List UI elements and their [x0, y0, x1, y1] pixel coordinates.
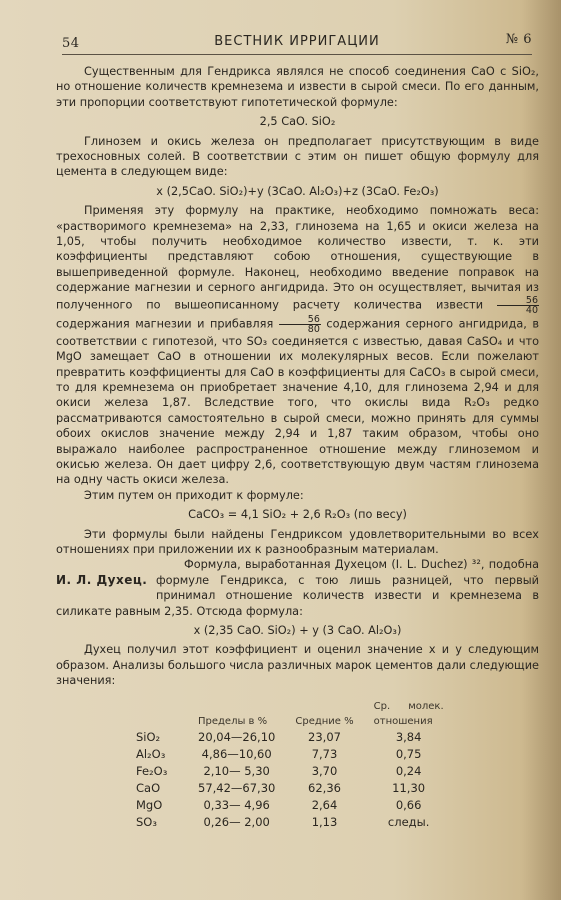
- table-cell: SiO₂: [136, 730, 161, 745]
- table-row: [126, 746, 454, 763]
- table-cell: 23,07: [308, 730, 341, 745]
- table-cell: 7,73: [311, 747, 338, 762]
- table-cell: 3,70: [311, 764, 338, 779]
- fraction: [279, 315, 321, 334]
- table-row: [126, 780, 454, 797]
- paragraph: Глинозем и окись железа он предполагает присутствующим в виде трехосновных солей. В соответствии с этим он пишет общую формулу для цемента в следующем виде:: [56, 134, 539, 179]
- table-header: [126, 699, 188, 730]
- table-cell: 3,84: [395, 730, 422, 745]
- page-header: [62, 32, 532, 54]
- paragraph: Этим путем он приходит к формуле:: [84, 488, 304, 502]
- table-header: Пределы в %: [198, 716, 268, 728]
- table-cell: 20,04—26,10: [198, 730, 276, 745]
- table-cell: 0,75: [395, 747, 422, 762]
- page-number: 54: [62, 36, 80, 51]
- paragraph: Духец получил этот коэффициент и оценил значение x и y следующим образом. Анализы большого числа различных марок цементов дали следующие значения:: [56, 643, 539, 688]
- table-cell: Fe₂O₃: [136, 764, 168, 779]
- table-cell: 11,30: [392, 781, 426, 796]
- table-header: Средние %: [295, 716, 354, 728]
- table-cell: 0,24: [395, 764, 422, 779]
- paragraph-text: Применяя эту формулу на практике, необходимо помножать веса: «растворимого кремнезема» на 2,33, глинозема на 1,65 и окиси железа на 1,05, чтобы получить необходимое количество извести, т. к. эти коэффициенты представляют собою отношения, существующие в вышеприведенной формуле. Наконец, необходимо введение поправок на содержание магнезии и серного ангидрида. Это он осуществляет, вычитая из полученного по вышеописанному расчету количества извести: [56, 204, 539, 312]
- paragraph: Существенным для Гендрикса являлся не способ соединения CaO с SiO₂, но отношение количеств кремнезема и извести в сырой смеси. По его данным, эти пропорции соответствуют гипотетической формуле:: [56, 65, 539, 109]
- formula: x (2,35 CaO. SiO₂) + y (3 CaO. Al₂O₃): [193, 624, 402, 637]
- table-row: [126, 797, 454, 814]
- table-cell: Al₂O₃: [136, 747, 166, 762]
- article-body: [56, 64, 539, 831]
- table-cell: 0,26— 2,00: [203, 815, 270, 830]
- table-cell: SO₃: [136, 815, 157, 830]
- table-cell: 0,33— 4,96: [203, 798, 270, 813]
- side-heading: И. Л. Духец.: [56, 573, 148, 588]
- paragraph-text: содержания магнезии и прибавляя: [56, 317, 274, 331]
- table-row: [126, 729, 454, 746]
- table-cell: 2,64: [311, 798, 338, 813]
- table-cell: 0,66: [395, 798, 422, 813]
- table-header-row: [126, 699, 454, 730]
- header-rule: [62, 54, 532, 55]
- table-cell: CaO: [136, 781, 161, 796]
- formula: 2,5 CaO. SiO₂: [259, 115, 336, 129]
- paragraph: Формула, выработанная Духецом (I. L. Duchez) ³², подобна формуле Гендрикса, с тою лишь разницей, что первый принимал отношение количеств извести и кремнезема в силикате равным 2,35. Отсюда формула:: [56, 558, 539, 618]
- formula: x (2,5CaO. SiO₂)+y (3CaO. Al₂O₃)+z (3CaO. Fe₂O₃): [156, 184, 439, 198]
- table-cell: 62,36: [308, 781, 341, 796]
- table-header: Ср. молек. отношения: [373, 700, 444, 728]
- table-row: [126, 763, 454, 780]
- table-cell: MgO: [136, 798, 163, 813]
- paragraph-text: содержания серного ангидрида, в соответствии с гипотезой, что SO₃ соединяется с известью, давая CaSO₄ и что MgO замещает CaO в отношении их молекулярных весов. Если пожелают превратить коэффициенты для CaO в коэффициенты для CaCO₃ в сырой смеси, то для кремнезема он приобретает значение 4,10, для глинозема 2,94 и для окиси железа 1,87. Вследствие того, что окислы вида R₂O₃ редко рассматриваются самостоятельно в сырой смеси, можно принять для суммы обоих окислов значение между 2,94 и 1,87 таким образом, чтобы оно выражало наиболее распространенное отношение между глиноземом и окисью железа. Он дает цифру 2,6, соответствующую двум частям глинозема на одну часть окиси железа.: [56, 317, 540, 487]
- section-duchez: [56, 557, 539, 619]
- table-cell: 4,86—10,60: [201, 747, 272, 762]
- table-cell: 2,10— 5,30: [203, 764, 270, 779]
- journal-title: ВЕСТНИК ИРРИГАЦИИ: [214, 34, 380, 49]
- table-cell: 57,42—67,30: [198, 781, 276, 796]
- table-row: [126, 814, 454, 831]
- fraction-denominator: 80: [307, 323, 320, 335]
- composition-table: [126, 699, 454, 832]
- table-cell: следы.: [387, 815, 430, 830]
- fraction-denominator: 40: [525, 304, 538, 316]
- paragraph: [56, 203, 539, 488]
- table-cell: 1,13: [311, 815, 338, 830]
- fraction: [497, 296, 539, 315]
- fraction-numerator: 56: [279, 315, 321, 325]
- formula: CaCO₃ = 4,1 SiO₂ + 2,6 R₂O₃ (по весу): [188, 508, 407, 522]
- paragraph: Эти формулы были найдены Гендриксом удовлетворительными во всех отношениях при приложении их к разнообразным материалам.: [56, 527, 539, 556]
- fraction-numerator: 56: [497, 296, 539, 306]
- issue-number: № 6: [505, 32, 532, 47]
